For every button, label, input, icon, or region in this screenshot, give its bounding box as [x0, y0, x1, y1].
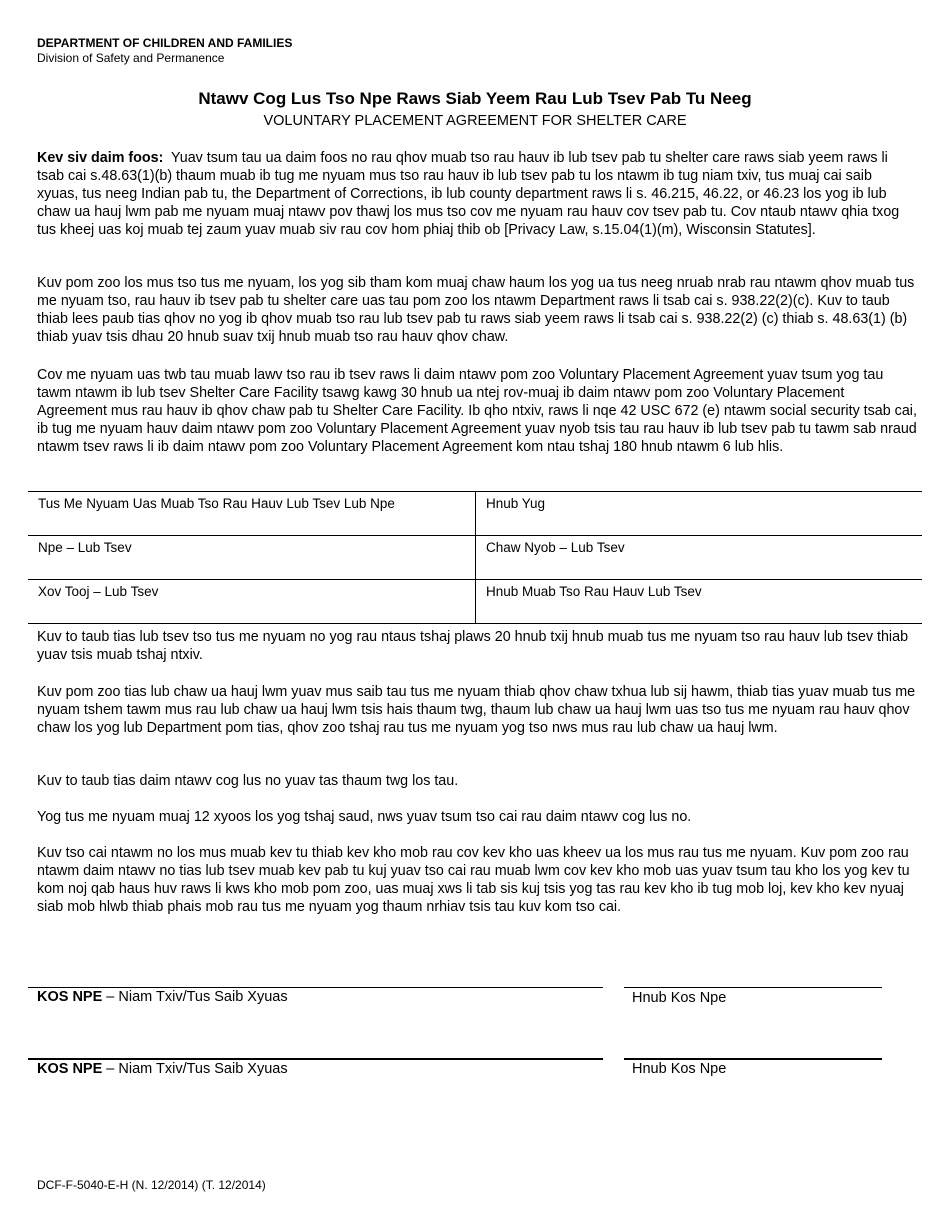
facility-phone-field[interactable]: Xov Tooj – Lub Tsev [28, 580, 476, 624]
table-row [28, 580, 922, 624]
facility-address-field[interactable]: Chaw Nyob – Lub Tsev [476, 536, 923, 580]
table-row [28, 492, 922, 536]
signature-label-bold: KOS NPE [37, 989, 103, 1005]
consent-paragraph: Kuv pom zoo los mus tso tus me nyuam, los yog sib tham kom muaj chaw haum los yog ua tus neeg nruab nrab rau ntawm qhov muab tus me nyuam tso, rau hauv ib tsev pab tu shelter care uas tau pom zoo los ntawm Department raws li tsab cai s. 938.22(2)(c). Kuv to taub thiab lees paub tias qhov no yog ib qhov muab tso rau lub tsev pab tu raws siab yeem raws li tsab cai s. 938.22(2) (c) thiab s. 48.63(1) (b) thiab yuav tsis dhau 20 hnub suav txij hnub muab tso rau hauv qhov chaw. [37, 275, 915, 345]
page-subtitle: VOLUNTARY PLACEMENT AGREEMENT FOR SHELTER CARE [263, 113, 687, 129]
signature-date-label: Hnub Kos Npe [632, 1061, 727, 1077]
signature-label [37, 988, 288, 1006]
facility-name-field[interactable]: Npe – Lub Tsev [28, 536, 476, 580]
table-row [28, 536, 922, 580]
medical-consent-paragraph: Kuv tso cai ntawm no los mus muab kev tu thiab kev kho mob rau cov kev kho uas kheev ua los mus rau tus me nyuam. Kuv pom zoo rau ntawm daim ntawv no tias lub tsev muab kev pab tu kuj yuav tso cai rau muab lwm cov kev kho mob uas yuav tsum tau kho los yog kev tu kom noj qab haus huv raws li kws kho mob pom zoo, uas muaj xws li tab sis kuj tsis yog tas rau kev kho ib tug mob loj, kev kho kev nyuaj siab mob hlwb thiab phais mob rau tus me nyuam yog thaum nrhiav tsis tau kuv kom tso cai. [37, 845, 910, 915]
department-name: DEPARTMENT OF CHILDREN AND FAMILIES [37, 36, 293, 50]
birth-date-field[interactable]: Hnub Yug [476, 492, 923, 536]
signature-label [37, 1060, 288, 1078]
page-title: Ntawv Cog Lus Tso Npe Raws Siab Yeem Rau Lub Tsev Pab Tu Neeg [198, 89, 752, 108]
signature-label-rest: – Niam Txiv/Tus Saib Xyuas [102, 989, 288, 1005]
division-name: Division of Safety and Permanence [37, 51, 225, 65]
title-block [0, 89, 950, 130]
signature-label-bold: KOS NPE [37, 1061, 103, 1077]
intro-text: Yuav tsum tau ua daim foos no rau qhov muab tso rau hauv ib lub tsev pab tu shelter care raws siab yeem raws li tsab cai s.48.63(1)(b) thaum muab ib tug me nyuam mus tso rau hauv ib lub tsev pab tu los ntawm ib tug niam txiv, tus muaj cai saib xyuas, tus neeg Indian pab tu, the Department of Corrections, ib lub county department raws li s. 46.215, 46.22, or 46.23 los yog ib lub chaw ua hauj lwm pab me nyuam muaj ntawv pov thawj los mus tso cov me nyuam rau hauv cov tsev pab tu. Cov ntaub ntawv qhia txog tus kheej uas koj muab tej zaum yuav muab siv rau cov hom phiaj thib ob [Privacy Law, s.15.04(1)(m), Wisconsin Statutes]. [37, 150, 900, 238]
signature-label-rest: – Niam Txiv/Tus Saib Xyuas [102, 1061, 288, 1077]
child-consent-paragraph: Yog tus me nyuam muaj 12 xyoos los yog tshaj saud, nws yuav tsum tso cai rau daim ntawv cog lus no. [37, 809, 692, 825]
agency-access-paragraph: Kuv pom zoo tias lub chaw ua hauj lwm yuav mus saib tau tus me nyuam thiab qhov chaw txhua lub sij hawm, thiab tias yuav muab tus me nyuam tshem tawm mus rau lub chaw ua hauj lwm tsis hais thaum twg, thaum lub chaw ua hauj lwm uas tso tus me nyuam rau hauv qhov chaw los yog lub Department pom tias, qhov zoo tshaj rau tus me nyuam yog tso nws mus rau lub chaw ua hauj lwm. [37, 684, 916, 736]
duration-paragraph: Kuv to taub tias lub tsev tso tus me nyuam no yog rau ntaus tshaj plaws 20 hnub txij hnub muab tus me nyuam tso rau hauv lub tsev thiab yuav tsis muab tshaj ntxiv. [37, 629, 909, 663]
header-organization [37, 36, 292, 66]
termination-paragraph: Kuv to taub tias daim ntawv cog lus no yuav tas thaum twg los tau. [37, 773, 459, 789]
placement-date-field[interactable]: Hnub Muab Tso Rau Hauv Lub Tsev [476, 580, 923, 624]
limits-paragraph: Cov me nyuam uas twb tau muab lawv tso rau ib tsev raws li daim ntawv pom zoo Voluntary Placement Agreement yuav tsum yog tau tawm ntawm ib lub tsev Shelter Care Facility tsawg kawg 30 hnub ua ntej rov-muaj ib daim ntawv pom zoo Voluntary Placement Agreement mus rau hauv ib qhov chaw pab tu Shelter Care Facility. Ib qho ntxiv, raws li nqe 42 USC 672 (e) ntawm social security tsab cai, ib tug me nyuam hauv daim ntawv pom zoo Voluntary Placement Agreement yuav nyob tsis tau rau hauv ib lub tsev pab tu tawm sab nraud ntawm tsev raws li ib daim ntawv pom zoo Voluntary Placement Agreement kom ntau tshaj 180 hnub ntawm 6 lub hlis. [37, 367, 917, 455]
child-name-field[interactable]: Tus Me Nyuam Uas Muab Tso Rau Hauv Lub Tsev Lub Npe [28, 492, 476, 536]
signature-date-line[interactable] [624, 987, 882, 988]
intro-label: Kev siv daim foos: [37, 150, 164, 166]
signature-date-label: Hnub Kos Npe [632, 990, 727, 1006]
form-id: DCF-F-5040-E-H (N. 12/2014) (T. 12/2014) [37, 1178, 266, 1192]
intro-paragraph [37, 150, 917, 240]
child-info-table [28, 491, 922, 624]
